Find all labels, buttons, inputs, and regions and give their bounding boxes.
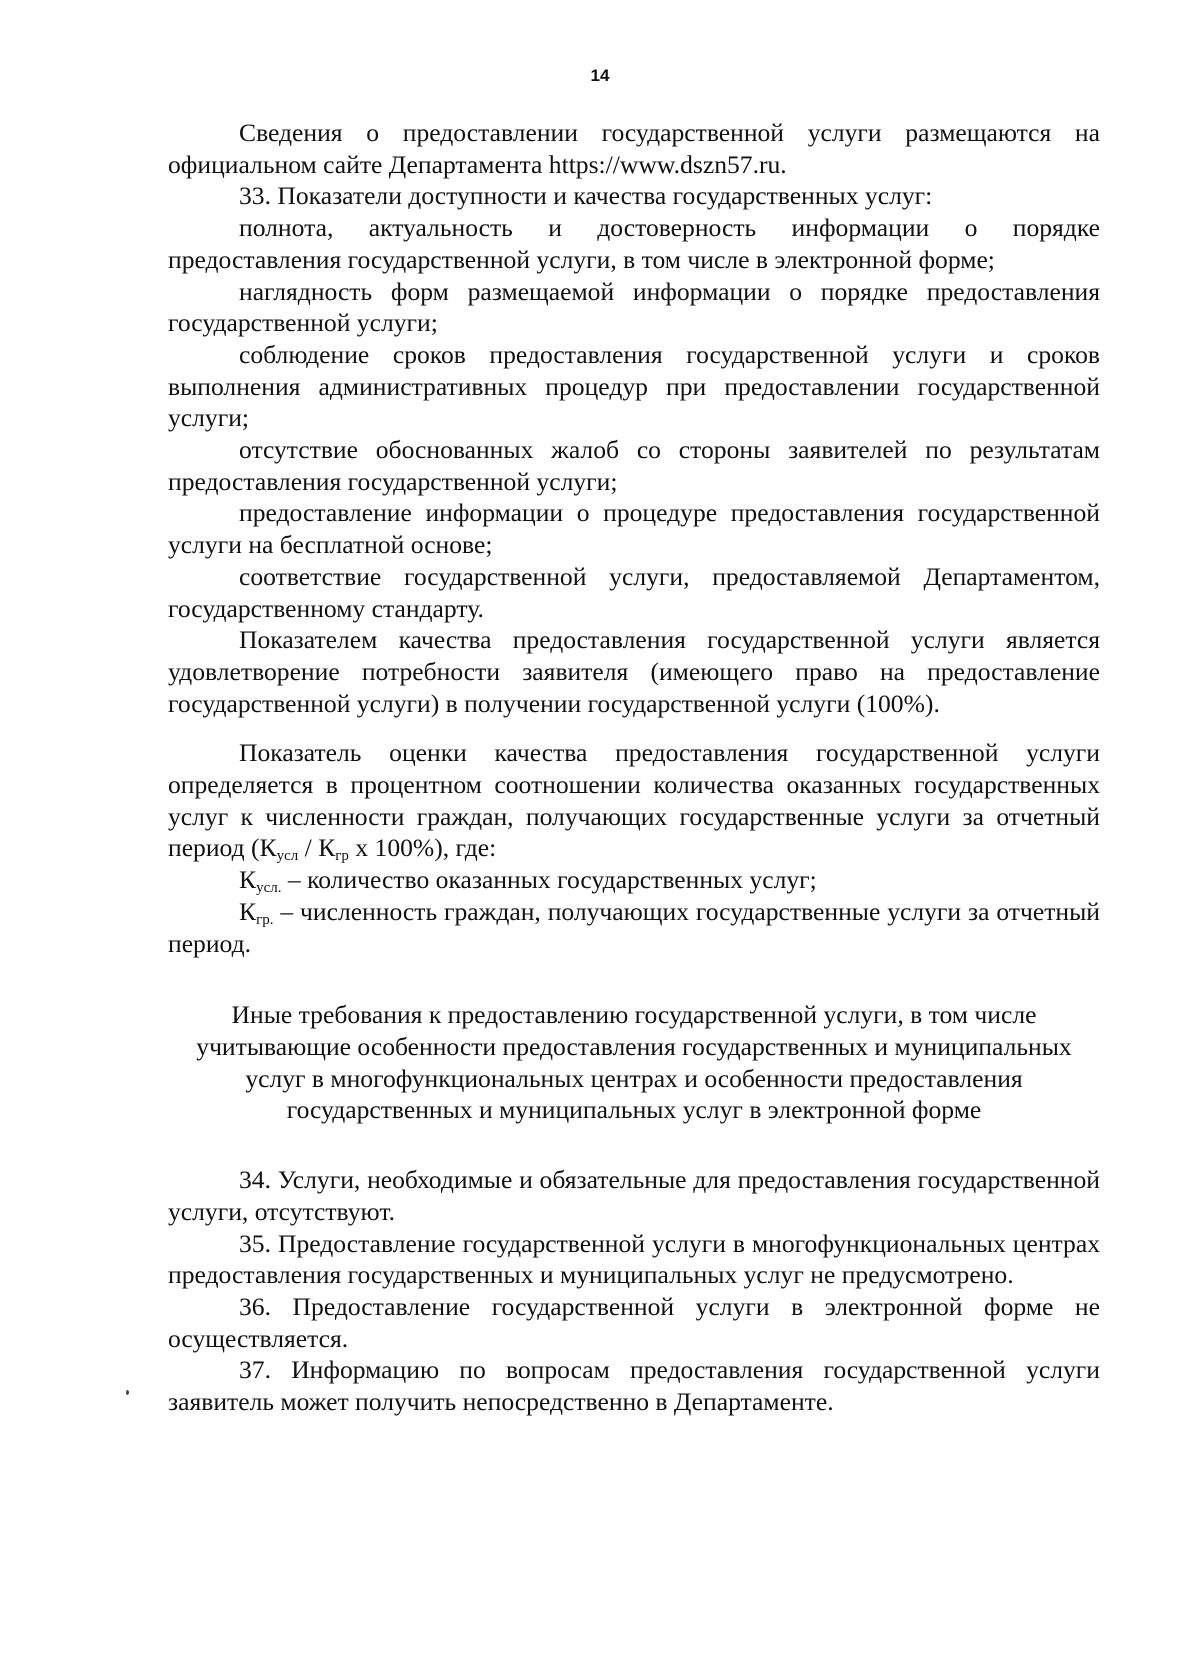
definition-text: – количество оказанных государственных услуг; [281,865,817,895]
formula-text-before: Показатель оценки качества предоставления государственной услуги определяется в процентном соотношении количества оказанных государственных услуг к численности граждан, получающих государственные услуги за отчетный период (К [168,738,1100,863]
paragraph-standard: соответствие государственной услуги, предоставляемой Департаментом, государственному стандарту. [168,561,1100,623]
definition-subscript: гр. [256,911,274,928]
formula-mid: / К [298,833,336,863]
formula-text-after: х 100%), где: [348,833,497,863]
definition-subscript: усл. [256,880,282,897]
paragraph-completeness: полнота, актуальность и достоверность информации о порядке предоставления государственной услуги, в том числе в электронной форме; [168,213,1100,274]
paragraph-formula [168,737,1100,864]
scan-speck [126,1390,129,1395]
paragraph-37: 37. Информацию по вопросам предоставления государственной услуги заявитель может получить непосредственно в Департаменте. [168,1355,1100,1417]
section-heading: Иные требования к предоставлению государственной услуги, в том числе учитывающие особенности предоставления государственных и муниципальных услуг в многофункциональных центрах и особенности предоставления государственных и муниципальных услуг в электронной форме [196,1000,1072,1125]
definition-symbol: К [239,865,257,895]
paragraph-complaints: отсутствие обоснованных жалоб со стороны заявителей по результатам предоставления государственной услуги; [168,435,1100,496]
definition-text: – численность граждан, получающих государственные услуги за отчетный период. [168,896,1100,958]
paragraph-visibility: наглядность форм размещаемой информации о порядке предоставления государственной услуги; [168,276,1100,338]
paragraph-free-info: предоставление информации о процедуре предоставления государственной услуги на бесплатной основе; [168,498,1100,560]
page-number: 14 [590,66,610,85]
formula-sub-usl: усл [276,848,299,865]
definition-k-gr [168,896,1100,959]
formula-sub-gr: гр [335,848,349,865]
paragraph-quality-indicator: Показателем качества предоставления государственной услуги является удовлетворение потребности заявителя (имеющего право на предоставление государственной услуги) в получении государственной услуги (100%). [168,625,1100,718]
definition-symbol: К [239,896,257,926]
paragraph-34: 34. Услуги, необходимые и обязательные для предоставления государственной услуги, отсутствуют. [168,1165,1100,1226]
paragraph-info-site: Сведения о предоставлении государственной услуги размещаются на официальном сайте Департамента https://www.dszn57.ru. [168,118,1100,179]
paragraph-deadlines: соблюдение сроков предоставления государственной услуги и сроков выполнения административных процедур при предоставлении государственной услуги; [168,339,1100,433]
paragraph-36: 36. Предоставление государственной услуги в электронной форме не осуществляется. [168,1291,1100,1353]
paragraph-35: 35. Предоставление государственной услуги в многофункциональных центрах предоставления государственных и муниципальных услуг не предусмотрено. [168,1228,1100,1290]
definition-k-usl [168,864,1100,896]
document-body [168,117,1100,1418]
paragraph-33: 33. Показатели доступности и качества государственных услуг: [239,181,933,211]
